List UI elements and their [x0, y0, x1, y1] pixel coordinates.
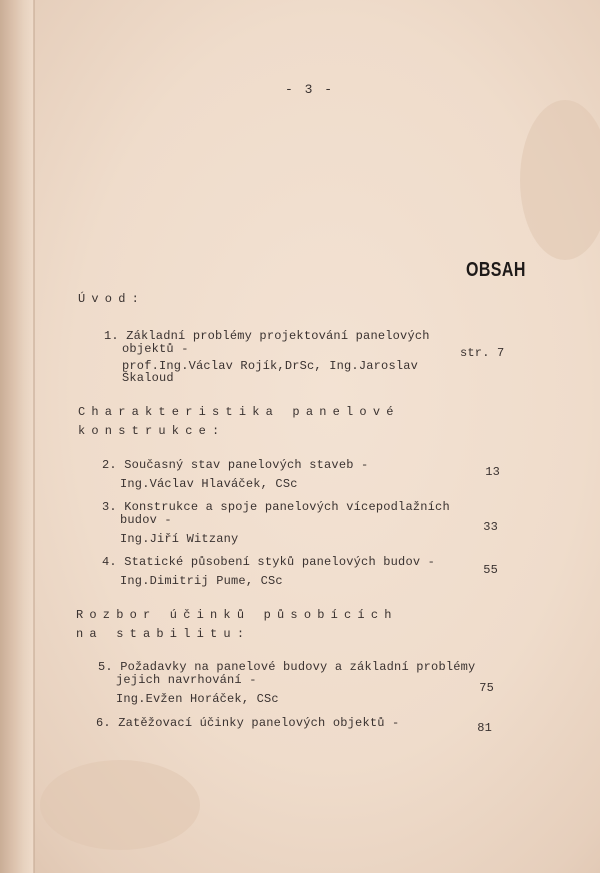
- contents-heading: OBSAH: [466, 259, 526, 281]
- toc-entry-4-author: Ing.Dimitrij Pume, CSc: [120, 574, 283, 588]
- paper-stain: [520, 100, 600, 260]
- toc-entry-3-author: Ing.Jiří Witzany: [120, 532, 239, 546]
- page-number: - 3 -: [285, 82, 335, 97]
- toc-entry-6-page: 81: [477, 721, 492, 735]
- toc-entry-5-author: Ing.Evžen Horáček, CSc: [116, 692, 279, 706]
- toc-entry-1-author-2: Škaloud: [122, 371, 174, 385]
- paper-stain: [40, 760, 200, 850]
- toc-entry-4-line-1: 4. Statické působení styků panelových budov -: [102, 555, 436, 569]
- section-title-analysis-line-1: Rozbor účinků působících: [76, 608, 398, 622]
- toc-entry-1-page: str. 7: [460, 346, 505, 360]
- binding-fold: [33, 0, 35, 873]
- toc-entry-2-line-1: 2. Současný stav panelových staveb -: [102, 458, 369, 472]
- toc-entry-3-line-2: budov -: [120, 513, 172, 527]
- toc-entry-3-page: 33: [483, 520, 498, 534]
- section-title-characteristics-line-1: Charakteristika panelové: [78, 405, 400, 419]
- toc-entry-3-line-1: 3. Konstrukce a spoje panelových vícepodlažních: [102, 500, 450, 514]
- toc-entry-5-page: 75: [479, 681, 494, 695]
- binding-edge: [0, 0, 34, 873]
- section-title-characteristics-line-2: konstrukce:: [78, 424, 226, 438]
- toc-entry-4-page: 55: [483, 563, 498, 577]
- toc-entry-5-line-1: 5. Požadavky na panelové budovy a základní problémy: [98, 660, 476, 674]
- toc-entry-6-line-1: 6. Zatěžovací účinky panelových objektů -: [96, 716, 400, 730]
- toc-entry-2-page: 13: [485, 465, 500, 479]
- toc-entry-1-line-1: 1. Základní problémy projektování panelových: [104, 329, 430, 343]
- section-title-analysis-line-2: na stabilitu:: [76, 627, 251, 641]
- toc-entry-1-author-1: prof.Ing.Václav Rojík,DrSc, Ing.Jaroslav: [122, 359, 419, 373]
- toc-entry-5-line-2: jejich navrhování -: [116, 673, 257, 687]
- toc-entry-2-author: Ing.Václav Hlaváček, CSc: [120, 477, 298, 491]
- intro-label: Úvod:: [78, 292, 146, 306]
- toc-entry-1-line-2: objektů -: [122, 342, 189, 356]
